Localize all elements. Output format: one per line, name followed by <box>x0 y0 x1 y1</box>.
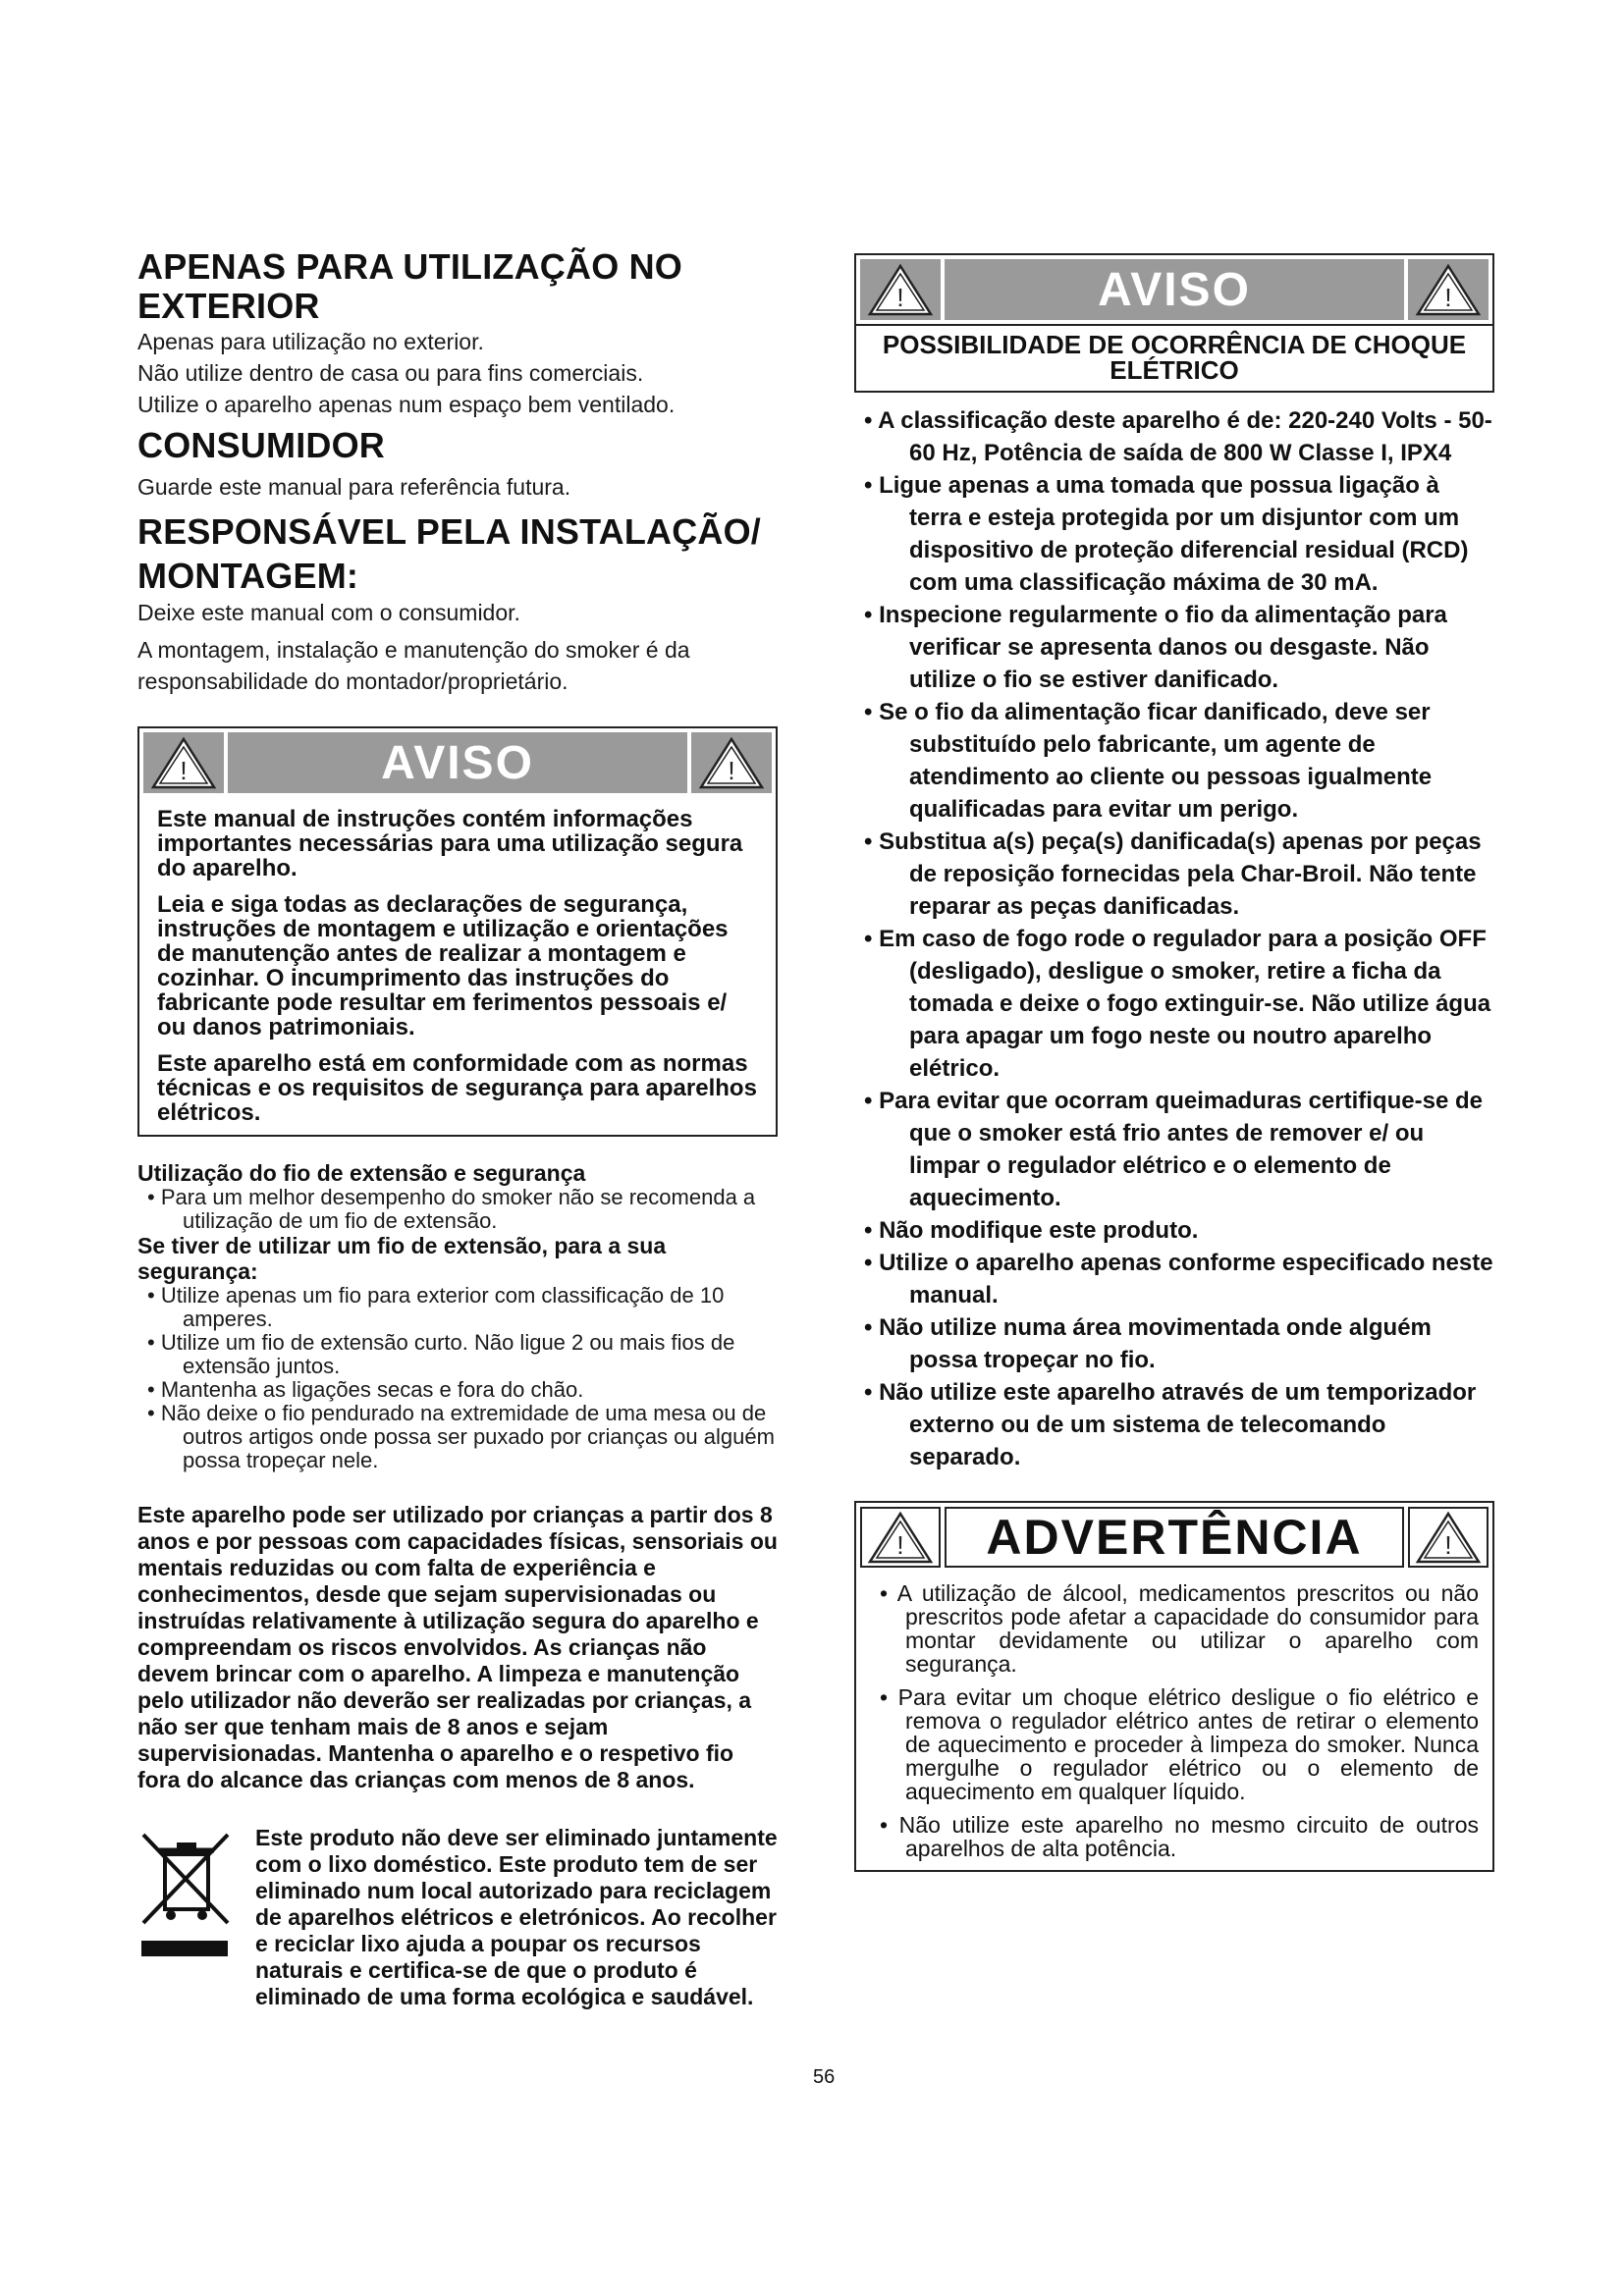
installer-line: A montagem, instalação e manutenção do smoker é da <box>137 637 690 663</box>
installer-section <box>137 508 778 697</box>
consumer-section <box>137 426 778 503</box>
consumer-line: Guarde este manual para referência futura. <box>137 474 571 500</box>
page-number: 56 <box>813 2066 836 2088</box>
warning-paragraph: Este aparelho está em conformidade com as normas técnicas e os requisitos de segurança para aparelhos elétricos. <box>157 1050 757 1126</box>
svg-text:!: ! <box>1444 283 1452 312</box>
children-paragraph: Este aparelho pode ser utilizado por crianças a partir dos 8 anos e por pessoas com capacidades físicas, sensoriais ou mentais reduzidas ou com falta de experiência e conhecimentos, desde que sejam supervisionadas ou instruídas relativamente à utilização segura do aparelho e compreendam os riscos envolvidos. As crianças não devem brincar com o aparelho. A limpeza e manutenção pelo utilizador não deverão ser realizadas por crianças, a não ser que tenham mais de 8 anos e sejam supervisionadas. Mantenha o aparelho e o respetivo fio fora do alcance das crianças com menos de 8 anos. <box>137 1502 778 1792</box>
caution-body <box>856 1572 1492 1870</box>
warning-triangle-icon <box>860 1507 941 1568</box>
outdoor-line: Utilize o aparelho apenas num espaço bem ventilado. <box>137 392 676 417</box>
warning-paragraph: Leia e siga todas as declarações de segurança, instruções de montagem e utilização e orientações de manutenção antes de realizar a montagem e cozinhar. O incumprimento das instruções do fabricante pode resultar em ferimentos pessoais e/ ou danos patrimoniais. <box>157 891 729 1041</box>
weee-text: Este produto não deve ser eliminado juntamente com o lixo doméstico. Este produto tem de ser eliminado num local autorizado para reciclagem de aparelhos elétricos e eletrónicos. Ao recolher e reciclar lixo ajuda a poupar os recursos naturais e certifica-se de que o produto é eliminado de uma forma ecológica e saudável. <box>255 1825 778 2009</box>
extension-heading-2: Se tiver de utilizar um fio de extensão, para a sua segurança: <box>137 1233 667 1284</box>
heading-consumer: CONSUMIDOR <box>137 425 385 465</box>
list-item: • Não utilize este aparelho através de um temporizador externo ou de um sistema de telecomando separado. <box>864 1379 1477 1470</box>
outdoor-section <box>137 247 778 420</box>
list-item: • Para um melhor desempenho do smoker não se recomenda a utilização de um fio de extensão. <box>147 1185 756 1233</box>
list-item: • Inspecione regularmente o fio da alimentação para verificar se apresenta danos ou desgaste. Não utilize o fio se estiver danificado. <box>864 602 1447 693</box>
warning-header <box>856 255 1492 324</box>
warning-header <box>139 728 776 797</box>
heading-installer-2: MONTAGEM: <box>137 556 359 596</box>
list-item: • Mantenha as ligações secas e fora do chão. <box>147 1377 584 1402</box>
svg-text:!: ! <box>1444 1530 1452 1560</box>
list-item: • Não utilize numa área movimentada onde alguém possa tropeçar no fio. <box>864 1314 1432 1373</box>
caution-box <box>854 1501 1494 1872</box>
extension-cord-section <box>137 1160 778 1472</box>
list-item: • Para evitar que ocorram queimaduras certifique-se de que o smoker está frio antes de remover e/ ou limpar o regulador elétrico e o elemento de aquecimento. <box>864 1088 1483 1211</box>
outdoor-line: Apenas para utilização no exterior. <box>137 329 484 354</box>
list-item: • Utilize o aparelho apenas conforme especificado neste manual. <box>864 1250 1493 1308</box>
warning-triangle-icon <box>691 732 772 793</box>
list-item: • Em caso de fogo rode o regulador para a posição OFF (desligado), desligue o smoker, retire a ficha da tomada e deixe o fogo extinguir-se. Não utilize água para apagar um fogo neste ou noutro aparelho elétrico. <box>864 926 1491 1082</box>
caution-item: • A utilização de álcool, medicamentos prescritos ou não prescritos pode afetar a capacidade do consumidor para montar devidamente ou utilizar o aparelho com segurança. <box>880 1580 1479 1677</box>
extension-heading: Utilização do fio de extensão e segurança <box>137 1160 586 1186</box>
outdoor-line: Não utilize dentro de casa ou para fins comerciais. <box>137 360 644 386</box>
weee-section <box>137 1825 778 2010</box>
list-item: • Não deixe o fio pendurado na extremidade de uma mesa ou de outros artigos onde possa ser puxado por crianças ou alguém possa tropeçar nele. <box>147 1401 775 1472</box>
warning-box-left <box>137 726 778 1137</box>
list-item: • Ligue apenas a uma tomada que possua ligação à terra e esteja protegida por um disjuntor com um dispositivo de proteção diferencial residual (RCD) com uma classificação máxima de 30 mA. <box>864 472 1469 596</box>
installer-line: Deixe este manual com o consumidor. <box>137 600 520 625</box>
safety-list <box>854 404 1494 1473</box>
caution-title: ADVERTÊNCIA <box>945 1507 1404 1568</box>
warning-title: AVISO <box>228 732 687 793</box>
caution-item: • Para evitar um choque elétrico desligue o fio elétrico e remova o regulador elétrico antes de retirar o elemento de aquecimento e proceder à limpeza do smoker. Nunca mergulhe o regulador elétrico ou o elemento de aquecimento em qualquer líquido. <box>880 1684 1479 1804</box>
warning-paragraph: Este manual de instruções contém informações importantes necessárias para uma utilização segura do aparelho. <box>157 806 743 881</box>
svg-text:!: ! <box>180 756 188 785</box>
warning-body <box>139 797 776 1135</box>
warning-triangle-icon <box>143 732 224 793</box>
svg-text:!: ! <box>728 756 735 785</box>
heading-installer: RESPONSÁVEL PELA INSTALAÇÃO/ <box>137 511 762 552</box>
warning-title: AVISO <box>945 259 1404 320</box>
warning-box-shock <box>854 253 1494 393</box>
list-item: • Substitua a(s) peça(s) danificada(s) apenas por peças de reposição fornecidas pela Char-Broil. Não tente reparar as peças danificadas. <box>864 828 1482 920</box>
list-item: • Utilize um fio de extensão curto. Não ligue 2 ou mais fios de extensão juntos. <box>147 1330 735 1378</box>
list-item: • Utilize apenas um fio para exterior com classificação de 10 amperes. <box>147 1283 725 1331</box>
installer-line: responsabilidade do montador/proprietário. <box>137 668 568 694</box>
list-item: • Não modifique este produto. <box>864 1217 1199 1244</box>
right-column <box>854 253 1494 1872</box>
crossed-bin-icon <box>137 1825 245 2010</box>
caution-item: • Não utilize este aparelho no mesmo circuito de outros aparelhos de alta potência. <box>880 1812 1479 1861</box>
caution-header <box>856 1503 1492 1572</box>
warning-triangle-icon <box>860 259 941 320</box>
list-item: • Se o fio da alimentação ficar danificado, deve ser substituído pelo fabricante, um agente de atendimento ao cliente ou pessoas igualmente qualificadas para evitar um perigo. <box>864 699 1433 823</box>
warning-triangle-icon <box>1408 1507 1489 1568</box>
warning-subtitle: POSSIBILIDADE DE OCORRÊNCIA DE CHOQUE ELÉTRICO <box>856 324 1492 391</box>
svg-text:!: ! <box>896 283 904 312</box>
warning-triangle-icon <box>1408 259 1489 320</box>
list-item: • A classificação deste aparelho é de: 220-240 Volts - 50-60 Hz, Potência de saída de 800 W Classe I, IPX4 <box>864 407 1492 466</box>
heading-outdoor: APENAS PARA UTILIZAÇÃO NO EXTERIOR <box>137 246 683 326</box>
svg-text:!: ! <box>896 1530 904 1560</box>
left-column <box>137 247 778 2010</box>
